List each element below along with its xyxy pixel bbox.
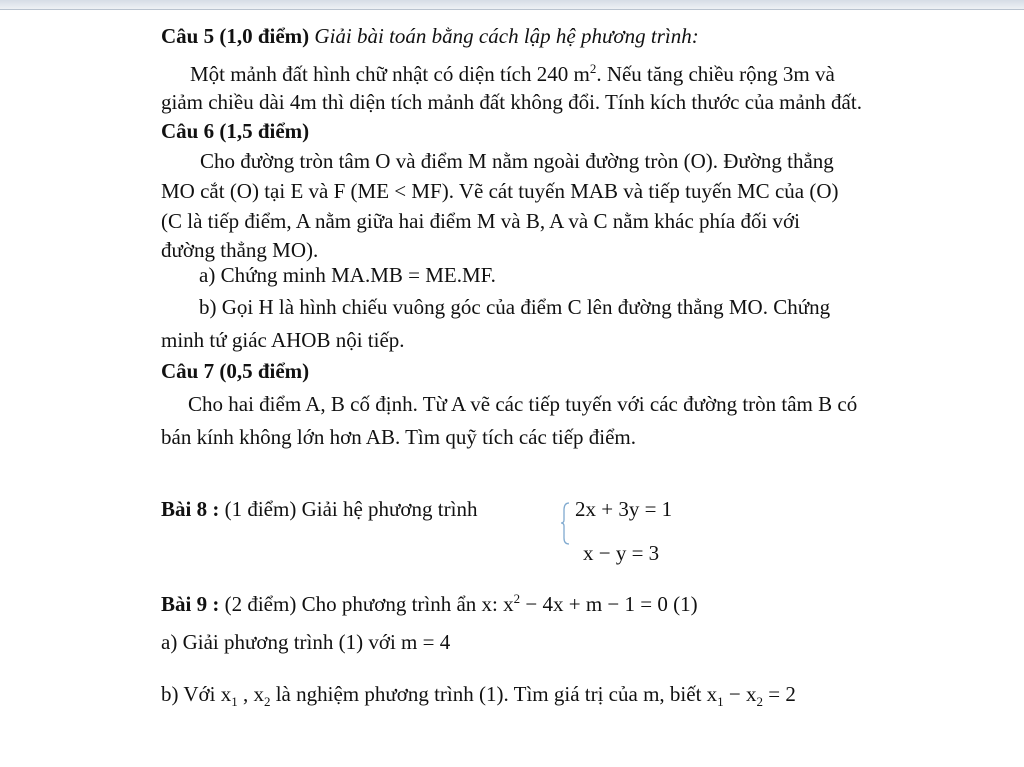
q6-line1: Cho đường tròn tâm O và điểm M nằm ngoài đường tròn (O). Đường thẳng (200, 149, 834, 173)
b9-text-end: − 4x + m − 1 = 0 (1) (520, 592, 698, 616)
q7-line2: bán kính không lớn hơn AB. Tìm quỹ tích các tiếp điểm. (161, 425, 637, 449)
q5-title: Giải bài toán bằng cách lập hệ phương trình: (314, 24, 699, 48)
b9-heading: Bài 9 : (161, 592, 220, 616)
q6-part-b-line2: minh tứ giác AHOB nội tiếp. (161, 328, 405, 352)
q5-line1-superscript: 2 (589, 61, 597, 76)
b9-part-b-text: − x (723, 682, 757, 706)
b9-text: (2 điểm) Cho phương trình ẩn x: x (224, 592, 514, 616)
q5-line1-text-end: . Nếu tăng chiều rộng 3m và (596, 62, 835, 86)
q5-line2: giảm chiều dài 4m thì diện tích mảnh đất không đổi. Tính kích thước của mảnh đất. (161, 90, 862, 114)
b9-subscript: 1 (717, 694, 724, 710)
b8-heading: Bài 8 : (161, 497, 220, 521)
b9-subscript: 2 (756, 694, 763, 710)
q6-line2: MO cắt (O) tại E và F (ME < MF). Vẽ cát tuyến MAB và tiếp tuyến MC của (O) (161, 179, 839, 203)
q6-line4: đường thẳng MO). (161, 238, 319, 262)
b9-part-b-text: là nghiệm phương trình (1). Tìm giá trị của m, biết x (270, 682, 718, 706)
b8-text: (1 điểm) Giải hệ phương trình (224, 497, 478, 521)
b9-part-b-text: b) Với x (161, 682, 232, 706)
b8-equation-1: 2x + 3y = 1 (575, 497, 673, 521)
window-top-edge (0, 0, 1024, 10)
q5-line1 (190, 56, 835, 87)
q6-part-b-line1: b) Gọi H là hình chiếu vuông góc của điểm C lên đường thẳng MO. Chứng (199, 295, 831, 319)
b9-part-b-text: = 2 (763, 682, 796, 706)
q6-part-a: a) Chứng minh MA.MB = ME.MF. (199, 263, 496, 287)
q7-line1: Cho hai điểm A, B cố định. Từ A vẽ các tiếp tuyến với các đường tròn tâm B có (188, 392, 858, 416)
b9-part-b-text: , x (237, 682, 264, 706)
q5-line1-text: Một mảnh đất hình chữ nhật có diện tích 240 m (190, 62, 590, 86)
q7-heading: Câu 7 (0,5 điểm) (161, 359, 310, 383)
q5-heading: Câu 5 (1,0 điểm) (161, 24, 310, 48)
q5-heading-line (161, 23, 699, 49)
b9-part-b (161, 681, 796, 715)
b8-equation-2: x − y = 3 (583, 541, 660, 565)
b9-subscript: 2 (263, 694, 271, 710)
b9-subscript: 1 (231, 694, 238, 710)
b9-part-a: a) Giải phương trình (1) với m = 4 (161, 630, 451, 654)
q6-line3: (C là tiếp điểm, A nằm giữa hai điểm M và B, A và C nằm khác phía đối với (161, 209, 800, 233)
b9-superscript: 2 (513, 591, 521, 606)
b8-line (161, 496, 477, 522)
system-brace-icon (560, 500, 570, 546)
b9-line (161, 586, 698, 617)
q6-heading: Câu 6 (1,5 điểm) (161, 119, 310, 143)
